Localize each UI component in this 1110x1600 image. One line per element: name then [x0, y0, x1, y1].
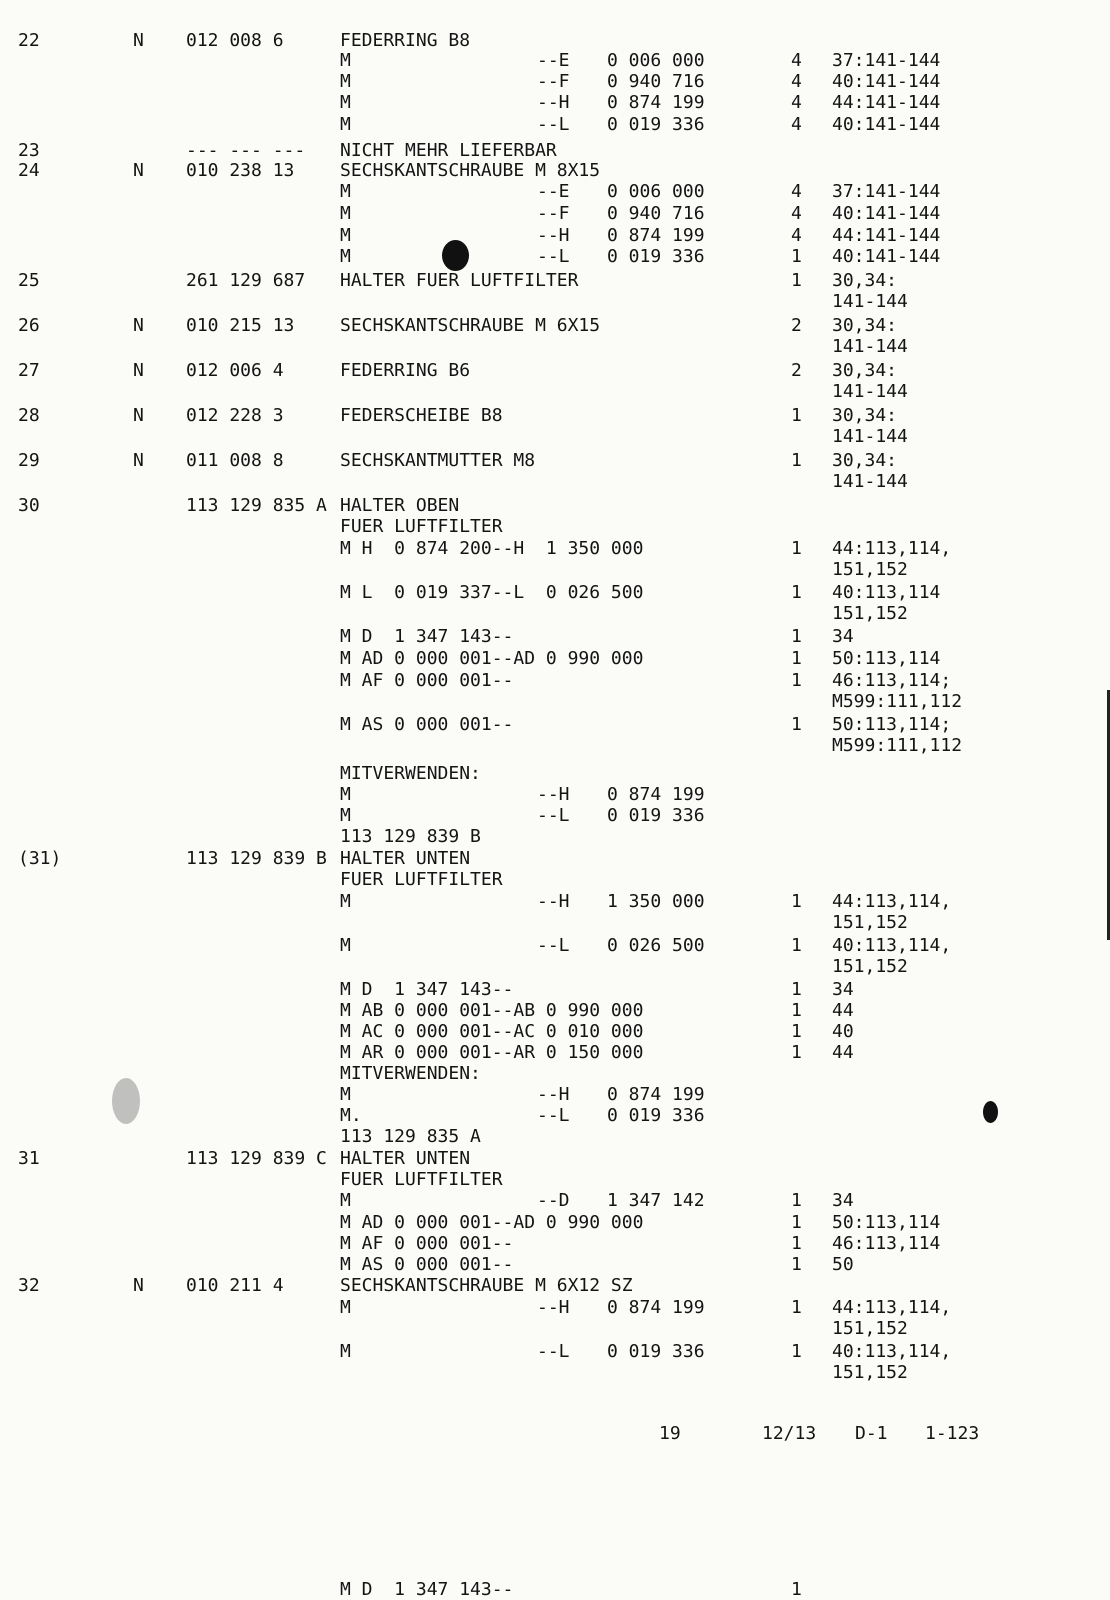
model-reference: 151,152 — [832, 603, 908, 624]
norm-marker: N — [133, 1275, 144, 1296]
description: SECHSKANTSCHRAUBE M 6X12 SZ — [340, 1275, 633, 1296]
norm-marker: N — [133, 360, 144, 381]
variant-code: --H — [537, 92, 570, 113]
quantity: 1 — [791, 1212, 802, 1233]
description: SECHSKANTMUTTER M8 — [340, 450, 536, 471]
description: FEDERSCHEIBE B8 — [340, 405, 503, 426]
variant-code: --L — [537, 805, 570, 826]
quantity: 1 — [791, 1000, 802, 1021]
description: M — [340, 935, 351, 956]
description: SECHSKANTSCHRAUBE M 8X15 — [340, 160, 601, 181]
quantity: 4 — [791, 50, 802, 71]
model-reference: 151,152 — [832, 1362, 908, 1383]
model-reference: 40:141-144 — [832, 203, 941, 224]
quantity: 1 — [791, 670, 802, 691]
variant-number: 0 006 000 — [607, 50, 705, 71]
model-reference: 141-144 — [832, 426, 908, 447]
description: M AF 0 000 001-- — [340, 1233, 514, 1254]
description: M AC 0 000 001--AC 0 010 000 — [340, 1021, 644, 1042]
variant-number: 0 019 336 — [607, 114, 705, 135]
variant-number: 0 026 500 — [607, 935, 705, 956]
description: FUER LUFTFILTER — [340, 1169, 503, 1190]
quantity: 1 — [791, 405, 802, 426]
variant-number: 0 874 199 — [607, 1084, 705, 1105]
description: M — [340, 1297, 351, 1318]
quantity: 1 — [791, 450, 802, 471]
model-reference: 141-144 — [832, 471, 908, 492]
description: M AR 0 000 001--AR 0 150 000 — [340, 1042, 644, 1063]
position-number: 23 — [18, 140, 40, 161]
description: M AF 0 000 001-- — [340, 670, 514, 691]
footer-date: 12/13 — [762, 1423, 817, 1444]
specks — [112, 1078, 140, 1124]
position-number: 24 — [18, 160, 40, 181]
quantity: 4 — [791, 92, 802, 113]
part-number: 010 215 13 — [186, 315, 295, 336]
variant-number: 0 006 000 — [607, 181, 705, 202]
description: M — [340, 181, 351, 202]
model-reference: 44 — [832, 1042, 854, 1063]
variant-number: 0 940 716 — [607, 71, 705, 92]
variant-code: --H — [537, 1084, 570, 1105]
description: M — [340, 114, 351, 135]
model-reference: 44:141-144 — [832, 92, 941, 113]
model-reference: 40:141-144 — [832, 71, 941, 92]
part-number: 113 129 839 C — [186, 1148, 327, 1169]
position-number: (31) — [18, 848, 62, 869]
description: FUER LUFTFILTER — [340, 869, 503, 890]
description: NICHT MEHR LIEFERBAR — [340, 140, 557, 161]
description: MITVERWENDEN: — [340, 1063, 481, 1084]
position-number: 29 — [18, 450, 40, 471]
description: M AB 0 000 001--AB 0 990 000 — [340, 1000, 644, 1021]
variant-code: --L — [537, 1105, 570, 1126]
variant-number: 0 940 716 — [607, 203, 705, 224]
variant-number: 0 874 199 — [607, 1297, 705, 1318]
description: HALTER UNTEN — [340, 1148, 471, 1169]
quantity: 1 — [791, 979, 802, 1000]
model-reference: 44 — [832, 1000, 854, 1021]
description: M — [340, 1341, 351, 1362]
variant-code: --D — [537, 1190, 570, 1211]
model-reference: 30,34: — [832, 270, 898, 291]
footer-section: D-1 — [855, 1423, 888, 1444]
position-number: 26 — [18, 315, 40, 336]
description: M H 0 874 200--H 1 350 000 — [340, 538, 644, 559]
description: FEDERRING B6 — [340, 360, 471, 381]
description: M AD 0 000 001--AD 0 990 000 — [340, 648, 644, 669]
description: M — [340, 891, 351, 912]
footer-line — [0, 1423, 980, 1444]
variant-code: --F — [537, 203, 570, 224]
description: HALTER OBEN — [340, 495, 460, 516]
description: M AS 0 000 001-- — [340, 1254, 514, 1275]
part-number: 012 008 6 — [186, 30, 284, 51]
quantity: 1 — [791, 1190, 802, 1211]
description: M D 1 347 143-- — [340, 1579, 514, 1600]
quantity: 1 — [791, 935, 802, 956]
description: 113 129 835 A — [340, 1126, 481, 1147]
description: M D 1 347 143-- — [340, 626, 514, 647]
part-number: --- --- --- — [186, 140, 306, 161]
position-number: 31 — [18, 1148, 40, 1169]
description: M — [340, 246, 351, 267]
part-number: 010 211 4 — [186, 1275, 284, 1296]
model-reference: 40:113,114 — [832, 582, 941, 603]
variant-code: --E — [537, 181, 570, 202]
model-reference: 44:113,114, — [832, 891, 952, 912]
quantity: 1 — [791, 1254, 802, 1275]
part-number: 011 008 8 — [186, 450, 284, 471]
model-reference: 46:113,114 — [832, 1233, 941, 1254]
quantity: 4 — [791, 181, 802, 202]
quantity: 1 — [791, 1233, 802, 1254]
model-reference: 50:113,114; — [832, 714, 952, 735]
model-reference: 40:113,114, — [832, 1341, 952, 1362]
variant-number: 0 019 336 — [607, 1341, 705, 1362]
description: HALTER FUER LUFTFILTER — [340, 270, 579, 291]
quantity: 1 — [791, 1579, 802, 1600]
quantity: 4 — [791, 71, 802, 92]
part-number: 261 129 687 — [186, 270, 306, 291]
model-reference: 37:141-144 — [832, 181, 941, 202]
model-reference: 30,34: — [832, 360, 898, 381]
description: M D 1 347 143-- — [340, 979, 514, 1000]
description: M AS 0 000 001-- — [340, 714, 514, 735]
ink-blot — [983, 1101, 998, 1123]
position-number: 22 — [18, 30, 40, 51]
model-reference: 151,152 — [832, 559, 908, 580]
part-number: 012 228 3 — [186, 405, 284, 426]
position-number: 27 — [18, 360, 40, 381]
variant-code: --H — [537, 784, 570, 805]
part-number: 113 129 835 A — [186, 495, 327, 516]
position-number: 32 — [18, 1275, 40, 1296]
model-reference: 30,34: — [832, 315, 898, 336]
model-reference: 151,152 — [832, 956, 908, 977]
quantity: 1 — [791, 270, 802, 291]
variant-number: 0 019 336 — [607, 1105, 705, 1126]
quantity: 1 — [791, 1297, 802, 1318]
variant-code: --H — [537, 891, 570, 912]
description: 113 129 839 B — [340, 826, 481, 847]
description: M — [340, 784, 351, 805]
model-reference: 30,34: — [832, 450, 898, 471]
model-reference: M599:111,112 — [832, 735, 963, 756]
norm-marker: N — [133, 160, 144, 181]
part-number: 010 238 13 — [186, 160, 295, 181]
variant-code: --L — [537, 935, 570, 956]
footer-page: 19 — [659, 1423, 681, 1444]
variant-code: --L — [537, 246, 570, 267]
quantity: 4 — [791, 114, 802, 135]
description: M — [340, 1190, 351, 1211]
description: HALTER UNTEN — [340, 848, 471, 869]
model-reference: 34 — [832, 626, 854, 647]
description: M L 0 019 337--L 0 026 500 — [340, 582, 644, 603]
model-reference: 40:113,114, — [832, 935, 952, 956]
model-reference: 44:113,114, — [832, 1297, 952, 1318]
quantity: 1 — [791, 626, 802, 647]
part-number: 012 006 4 — [186, 360, 284, 381]
description: M — [340, 50, 351, 71]
variant-number: 0 019 336 — [607, 246, 705, 267]
quantity: 1 — [791, 538, 802, 559]
model-reference: 34 — [832, 1190, 854, 1211]
norm-marker: N — [133, 450, 144, 471]
model-reference: M599:111,112 — [832, 691, 963, 712]
model-reference: 40:141-144 — [832, 246, 941, 267]
model-reference: 40 — [832, 1021, 854, 1042]
quantity: 2 — [791, 360, 802, 381]
description: M — [340, 203, 351, 224]
variant-code: --L — [537, 1341, 570, 1362]
variant-code: --F — [537, 71, 570, 92]
position-number: 25 — [18, 270, 40, 291]
model-reference: 141-144 — [832, 291, 908, 312]
variant-number: 0 874 199 — [607, 92, 705, 113]
model-reference: 30,34: — [832, 405, 898, 426]
model-reference: 44:113,114, — [832, 538, 952, 559]
quantity: 1 — [791, 648, 802, 669]
position-number: 28 — [18, 405, 40, 426]
model-reference: 50:113,114 — [832, 648, 941, 669]
ink-blot — [442, 240, 469, 271]
footer-range: 1-123 — [925, 1423, 980, 1444]
model-reference: 46:113,114; — [832, 670, 952, 691]
description: M — [340, 805, 351, 826]
description: M AD 0 000 001--AD 0 990 000 — [340, 1212, 644, 1233]
quantity: 1 — [791, 891, 802, 912]
variant-code: --H — [537, 225, 570, 246]
description: M — [340, 92, 351, 113]
variant-code: --L — [537, 114, 570, 135]
variant-number: 0 019 336 — [607, 805, 705, 826]
norm-marker: N — [133, 405, 144, 426]
position-number: 30 — [18, 495, 40, 516]
norm-marker: N — [133, 30, 144, 51]
model-reference: 141-144 — [832, 336, 908, 357]
variant-code: --H — [537, 1297, 570, 1318]
model-reference: 34 — [832, 979, 854, 1000]
quantity: 1 — [791, 714, 802, 735]
quantity: 1 — [791, 582, 802, 603]
description: MITVERWENDEN: — [340, 763, 481, 784]
model-reference: 44:141-144 — [832, 225, 941, 246]
description: M — [340, 225, 351, 246]
variant-code: --E — [537, 50, 570, 71]
variant-number: 1 350 000 — [607, 891, 705, 912]
model-reference: 151,152 — [832, 1318, 908, 1339]
quantity: 1 — [791, 1341, 802, 1362]
description: M. — [340, 1105, 362, 1126]
variant-number: 1 347 142 — [607, 1190, 705, 1211]
model-reference: 50:113,114 — [832, 1212, 941, 1233]
quantity: 2 — [791, 315, 802, 336]
norm-marker: N — [133, 315, 144, 336]
model-reference: 50 — [832, 1254, 854, 1275]
description: FEDERRING B8 — [340, 30, 471, 51]
description: SECHSKANTSCHRAUBE M 6X15 — [340, 315, 601, 336]
quantity: 4 — [791, 203, 802, 224]
description: M — [340, 1084, 351, 1105]
part-number: 113 129 839 B — [186, 848, 327, 869]
model-reference: 141-144 — [832, 381, 908, 402]
quantity: 1 — [791, 1042, 802, 1063]
model-reference: 151,152 — [832, 912, 908, 933]
description: M — [340, 71, 351, 92]
variant-number: 0 874 199 — [607, 784, 705, 805]
variant-number: 0 874 199 — [607, 225, 705, 246]
quantity: 1 — [791, 246, 802, 267]
quantity: 1 — [791, 1021, 802, 1042]
quantity: 4 — [791, 225, 802, 246]
model-reference: 37:141-144 — [832, 50, 941, 71]
description: FUER LUFTFILTER — [340, 516, 503, 537]
model-reference: 40:141-144 — [832, 114, 941, 135]
